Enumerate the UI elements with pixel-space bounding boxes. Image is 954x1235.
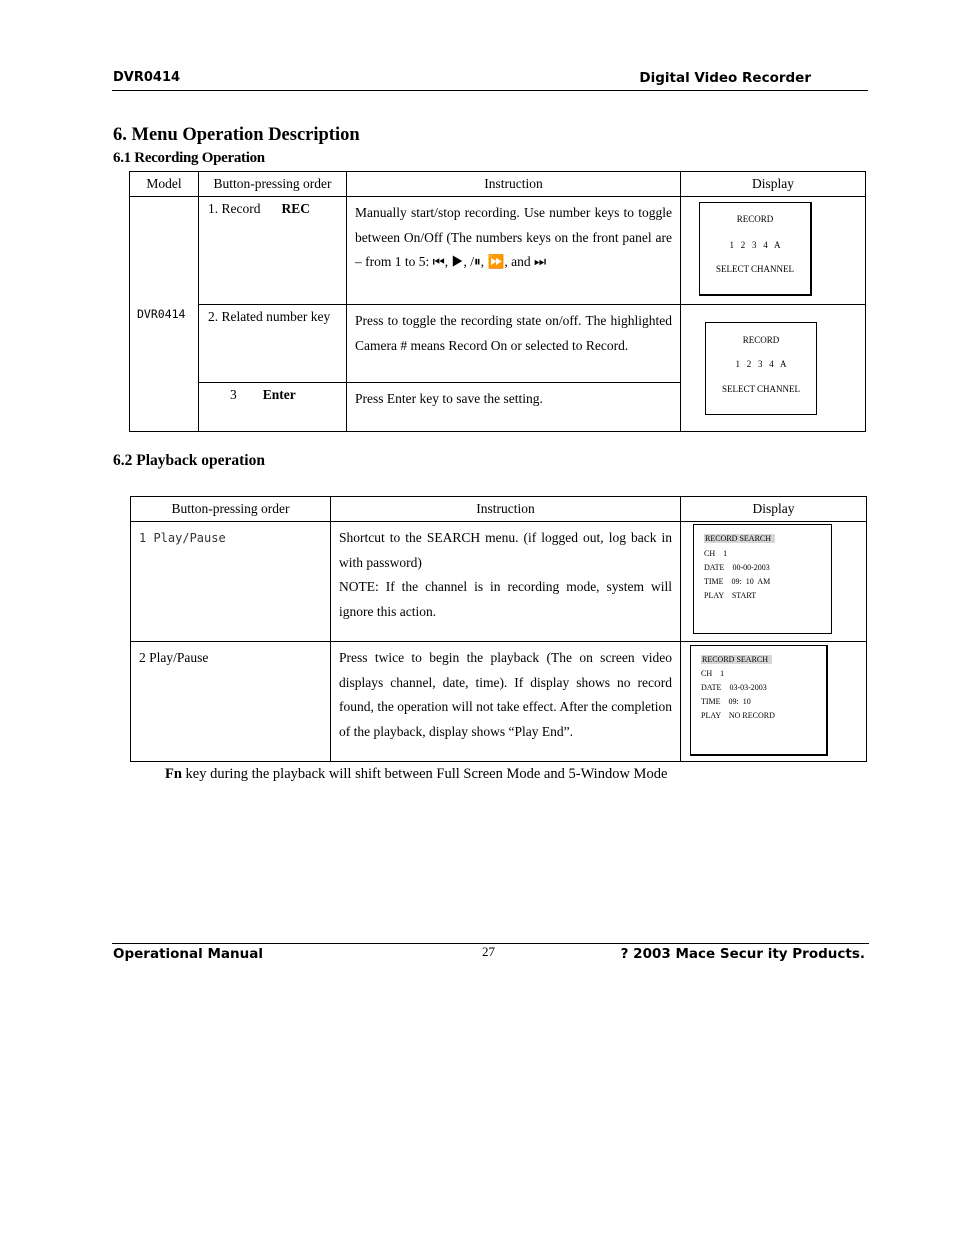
footer-manual-title: Operational Manual: [113, 946, 263, 962]
col-header-order: Button-pressing order: [131, 497, 331, 522]
table-row: [131, 522, 867, 642]
col-header-instruction: Instruction: [331, 497, 681, 522]
instruction-cell: Manually start/stop recording. Use number keys to toggle between On/Off (The numbers keys on the front panel are – from 1 to 5: ⏮, ▶, /⏸, ⏩, and ⏭: [347, 197, 681, 305]
col-header-order: Button-pressing order: [199, 172, 347, 197]
playback-table: [130, 496, 867, 762]
display-title: RECORD: [742, 335, 780, 345]
order-label: 3: [230, 387, 237, 402]
table-row: [130, 197, 866, 305]
footer-copyright: ? 2003 Mace Secur ity Products.: [620, 946, 865, 962]
search-display-screen: [693, 524, 832, 634]
display-cell: [681, 642, 867, 762]
search-title: RECORD SEARCH: [704, 534, 775, 543]
header-rule: [112, 90, 868, 91]
table-row: [131, 642, 867, 762]
display-channels: 1 2 3 4 A: [735, 359, 787, 369]
display-channels: 1 2 3 4 A: [729, 240, 781, 250]
rec-key-label: REC: [281, 201, 310, 216]
recording-table: [129, 171, 866, 432]
header-model: DVR0414: [113, 70, 181, 85]
order-cell: 1 Play/Pause: [131, 522, 331, 642]
search-title: RECORD SEARCH: [701, 655, 772, 664]
order-label: 1. Record: [208, 201, 261, 216]
search-time: TIME 09: 10: [701, 697, 751, 706]
search-ch: CH 1: [704, 549, 728, 558]
header-title: Digital Video Recorder: [639, 70, 811, 86]
model-cell: DVR0414: [130, 197, 199, 432]
instruction-text: Shortcut to the SEARCH menu. (if logged out, log back in with password): [339, 530, 672, 570]
col-header-display: Display: [681, 497, 867, 522]
search-play: PLAY NO RECORD: [701, 711, 775, 720]
order-cell: 2. Related number key: [199, 305, 347, 383]
enter-key-label: Enter: [262, 387, 296, 402]
search-ch: CH 1: [701, 669, 725, 678]
display-cell: [681, 522, 867, 642]
playback-subtitle: 6.2 Playback operation: [113, 452, 265, 469]
page-number: 27: [482, 944, 495, 959]
col-header-display: Display: [681, 172, 866, 197]
col-header-model: Model: [130, 172, 199, 197]
display-footer: SELECT CHANNEL: [721, 384, 801, 394]
table-header-row: [130, 172, 866, 197]
table-row: [130, 305, 866, 383]
recording-subtitle: 6.1 Recording Operation: [113, 150, 265, 166]
search-date: DATE 00-00-2003: [704, 563, 770, 572]
table-header-row: [131, 497, 867, 522]
footnote-text: key during the playback will shift between Full Screen Mode and 5-Window Mode: [181, 766, 668, 782]
record-display-screen: [699, 202, 812, 296]
col-header-instruction: Instruction: [347, 172, 681, 197]
order-cell: [199, 383, 347, 432]
search-play: PLAY START: [704, 591, 757, 600]
display-cell: [681, 305, 866, 432]
playback-footnote: [165, 766, 667, 783]
section-title: 6. Menu Operation Description: [113, 125, 360, 145]
order-cell: 2 Play/Pause: [131, 642, 331, 762]
search-display-screen: [690, 645, 828, 756]
display-title: RECORD: [736, 214, 774, 224]
fn-key-label: Fn: [165, 766, 182, 782]
instruction-cell: Press twice to begin the playback (The on screen video displays channel, date, time). If display shows no record found, the operation will not take effect. After the completion of the playback, display shows “Play End”.: [331, 642, 681, 762]
search-date: DATE 03-03-2003: [701, 683, 767, 692]
display-cell: [681, 197, 866, 305]
record-display-screen: [705, 322, 817, 415]
search-time: TIME 09: 10 AM: [704, 577, 771, 586]
display-footer: SELECT CHANNEL: [715, 264, 795, 274]
instruction-note: NOTE: If the channel is in recording mode, system will ignore this action.: [339, 579, 672, 619]
instruction-cell: Press Enter key to save the setting.: [347, 383, 681, 432]
order-cell: [199, 197, 347, 305]
instruction-cell: [331, 522, 681, 642]
instruction-cell: Press to toggle the recording state on/off. The highlighted Camera # means Record On or selected to Record.: [347, 305, 681, 383]
